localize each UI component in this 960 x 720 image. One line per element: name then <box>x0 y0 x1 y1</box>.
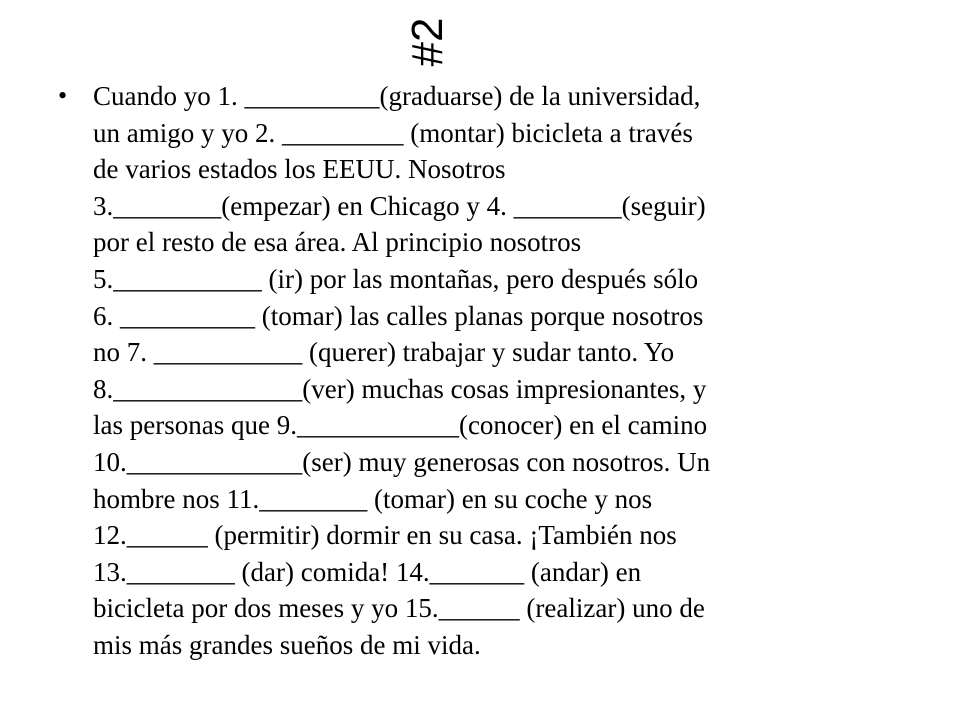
paragraph-line: las personas que 9.____________(conocer) en el camino <box>93 410 708 441</box>
paragraph-line: 10._____________(ser) muy generosas con nosotros. Un <box>93 446 711 477</box>
paragraph-line: 5.___________ (ir) por las montañas, pero después sólo <box>93 263 699 294</box>
paragraph-line: 12.______ (permitir) dormir en su casa. ¡También nos <box>93 520 677 551</box>
paragraph-line: no 7. ___________ (querer) trabajar y sudar tanto. Yo <box>93 337 675 368</box>
paragraph-line: hombre nos 11.________ (tomar) en su coche y nos <box>93 483 653 514</box>
paragraph-line: 6. __________ (tomar) las calles planas porque nosotros <box>93 300 704 331</box>
exercise-paragraph <box>93 78 710 664</box>
paragraph-line: 13.________ (dar) comida! 14._______ (andar) en <box>93 556 642 587</box>
slide-number: #2 <box>403 17 452 67</box>
bullet-item <box>58 78 908 664</box>
paragraph-line: de varios estados los EEUU. Nosotros <box>93 154 506 185</box>
bullet-icon: • <box>58 81 68 110</box>
paragraph-line: un amigo y yo 2. _________ (montar) bicicleta a través <box>93 117 693 148</box>
paragraph-line: mis más grandes sueños de mi vida. <box>93 629 481 660</box>
paragraph-line: bicicleta por dos meses y yo 15.______ (realizar) uno de <box>93 593 705 624</box>
paragraph-line: 3.________(empezar) en Chicago y 4. ________(seguir) <box>93 190 706 221</box>
paragraph-line: Cuando yo 1. __________(graduarse) de la universidad, <box>93 81 701 111</box>
paragraph-line: 8.______________(ver) muchas cosas impresionantes, y <box>93 373 707 404</box>
paragraph-line: por el resto de esa área. Al principio nosotros <box>93 227 582 258</box>
